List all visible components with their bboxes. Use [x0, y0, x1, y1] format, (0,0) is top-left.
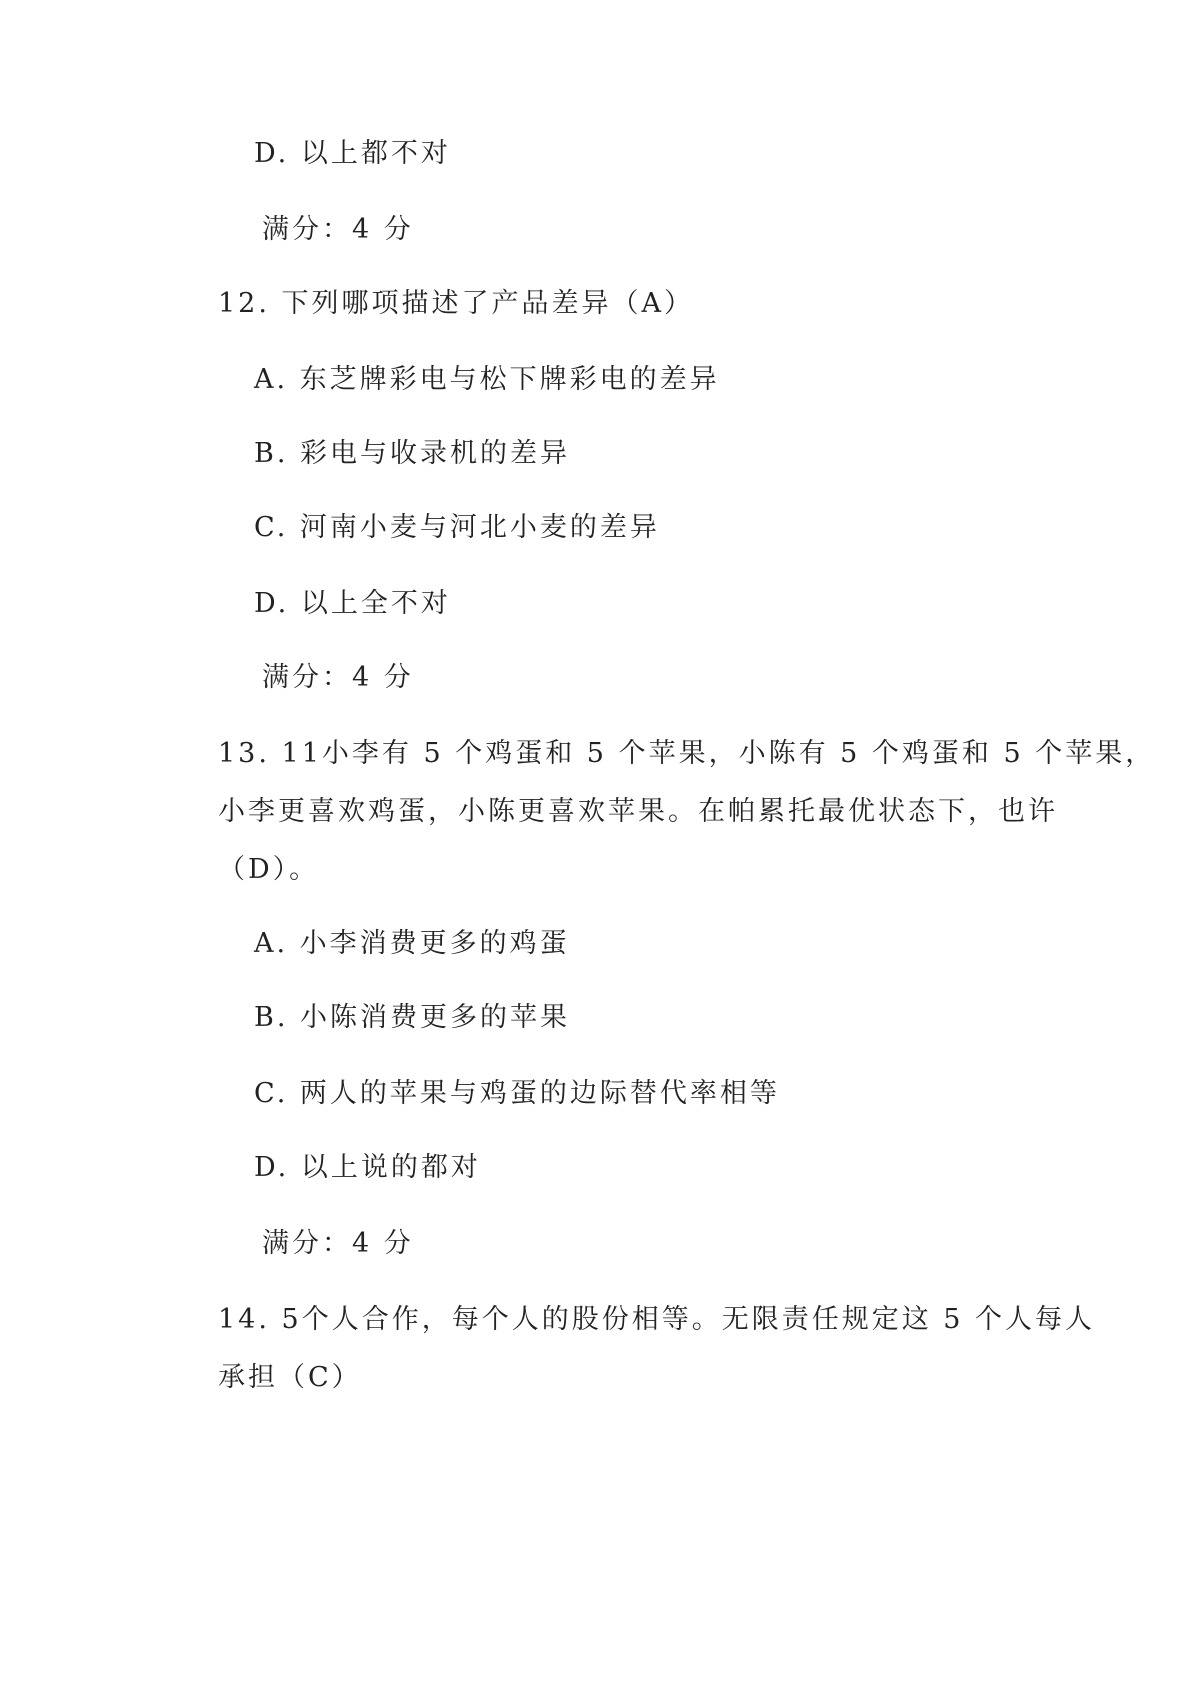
q14-stem-line1: 14. 5个人合作，每个人的股份相等。无限责任规定这 5 个人每人 [218, 1304, 1096, 1335]
q11-score: 满分：4 分 [262, 214, 414, 245]
q13-stem-line1: 13. 11小李有 5 个鸡蛋和 5 个苹果，小陈有 5 个鸡蛋和 5 个苹果， [218, 738, 1156, 769]
q12-option-c: C. 河南小麦与河北小麦的差异 [254, 512, 660, 543]
q12-option-d: D. 以上全不对 [254, 588, 451, 619]
q13-stem-line3: （D）。 [218, 854, 320, 885]
q12-score: 满分：4 分 [262, 662, 414, 693]
q13-option-a: A. 小李消费更多的鸡蛋 [254, 928, 570, 959]
q11-option-d: D. 以上都不对 [254, 138, 451, 169]
q12-option-a: A. 东芝牌彩电与松下牌彩电的差异 [254, 364, 720, 395]
q13-option-d: D. 以上说的都对 [254, 1152, 481, 1183]
q13-score: 满分：4 分 [262, 1228, 414, 1259]
q13-option-c: C. 两人的苹果与鸡蛋的边际替代率相等 [254, 1078, 780, 1109]
q12-option-b: B. 彩电与收录机的差异 [254, 438, 571, 469]
q14-stem-line2: 承担（C） [218, 1362, 362, 1393]
q13-option-b: B. 小陈消费更多的苹果 [254, 1002, 571, 1033]
q12-stem: 12. 下列哪项描述了产品差异（A） [218, 288, 695, 319]
q13-stem-line2: 小李更喜欢鸡蛋，小陈更喜欢苹果。在帕累托最优状态下，也许 [218, 796, 1058, 827]
